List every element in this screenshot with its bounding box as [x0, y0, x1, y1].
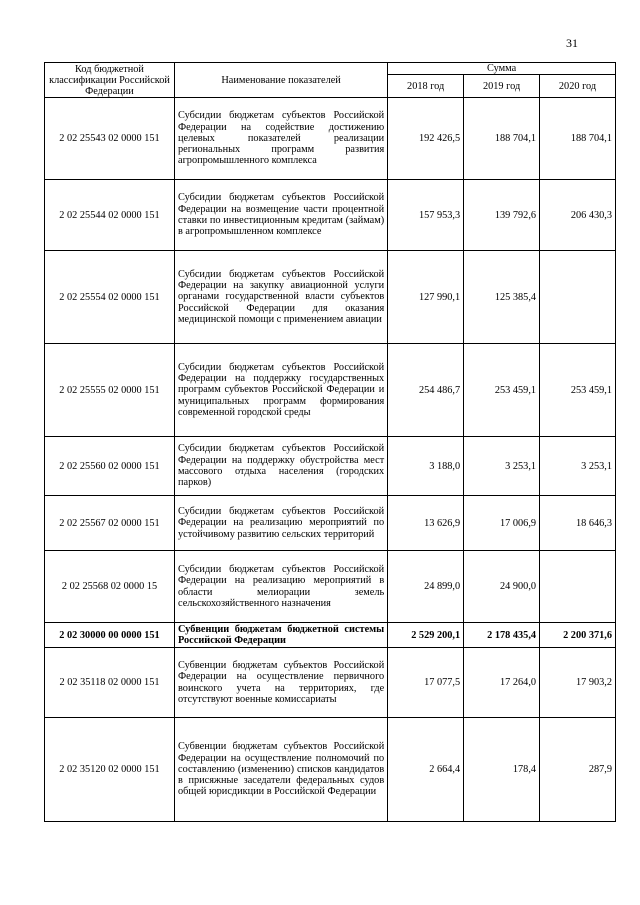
row-value-2020: 2 200 371,6	[540, 623, 616, 648]
row-value-2018: 13 626,9	[388, 496, 464, 551]
row-value-2020: 17 903,2	[540, 648, 616, 718]
table-row	[45, 551, 616, 623]
row-value-2019: 2 178 435,4	[464, 623, 540, 648]
budget-table	[44, 62, 616, 822]
row-value-2020: 18 646,3	[540, 496, 616, 551]
row-value-2019: 125 385,4	[464, 251, 540, 344]
row-value-2020: 253 459,1	[540, 344, 616, 437]
row-name: Субсидии бюджетам субъектов Российской Федерации на содействие достижению целевых показателей реализации региональных программ развития агропромышленного комплекса	[175, 98, 388, 180]
row-code: 2 02 25544 02 0000 151	[45, 180, 175, 251]
row-value-2019: 17 264,0	[464, 648, 540, 718]
row-value-2019: 188 704,1	[464, 98, 540, 180]
row-value-2020: 287,9	[540, 718, 616, 822]
row-code: 2 02 35120 02 0000 151	[45, 718, 175, 822]
row-value-2018: 157 953,3	[388, 180, 464, 251]
row-value-2018: 192 426,5	[388, 98, 464, 180]
row-value-2019: 3 253,1	[464, 437, 540, 496]
table-row	[45, 648, 616, 718]
row-name: Субвенции бюджетам субъектов Российской Федерации на осуществление первичного воинского учета на территориях, где отсутствуют военные комиссариаты	[175, 648, 388, 718]
row-code: 2 02 30000 00 0000 151	[45, 623, 175, 648]
row-name: Субвенции бюджетам бюджетной системы Российской Федерации	[175, 623, 388, 648]
table-row	[45, 344, 616, 437]
row-value-2018: 2 529 200,1	[388, 623, 464, 648]
row-value-2019: 178,4	[464, 718, 540, 822]
row-value-2018: 2 664,4	[388, 718, 464, 822]
row-value-2018: 24 899,0	[388, 551, 464, 623]
row-code: 2 02 25543 02 0000 151	[45, 98, 175, 180]
row-value-2018: 127 990,1	[388, 251, 464, 344]
row-value-2018: 3 188,0	[388, 437, 464, 496]
header-name: Наименование показателей	[175, 63, 388, 98]
header-code: Код бюджетной классификации Российской Федерации	[45, 63, 175, 98]
row-value-2019: 253 459,1	[464, 344, 540, 437]
row-value-2019: 139 792,6	[464, 180, 540, 251]
row-code: 2 02 25568 02 0000 15	[45, 551, 175, 623]
row-code: 2 02 25555 02 0000 151	[45, 344, 175, 437]
row-code: 2 02 25560 02 0000 151	[45, 437, 175, 496]
table-row	[45, 251, 616, 344]
row-code: 2 02 35118 02 0000 151	[45, 648, 175, 718]
table-row	[45, 437, 616, 496]
row-name: Субсидии бюджетам субъектов Российской Федерации на поддержку государственных программ субъектов Российской Федерации и муниципальных программ формирования современной городской среды	[175, 344, 388, 437]
row-name: Субсидии бюджетам субъектов Российской Федерации на реализацию мероприятий в области мелиорации земель сельскохозяйственного назначения	[175, 551, 388, 623]
table-header-row	[45, 63, 616, 75]
table-row	[45, 718, 616, 822]
row-code: 2 02 25567 02 0000 151	[45, 496, 175, 551]
row-value-2020: 3 253,1	[540, 437, 616, 496]
row-value-2020: 206 430,3	[540, 180, 616, 251]
header-2020: 2020 год	[540, 75, 616, 98]
row-value-2019: 24 900,0	[464, 551, 540, 623]
row-name: Субсидии бюджетам субъектов Российской Федерации на реализацию мероприятий по устойчивому развитию сельских территорий	[175, 496, 388, 551]
header-2019: 2019 год	[464, 75, 540, 98]
row-name: Субсидии бюджетам субъектов Российской Федерации на поддержку обустройства мест массового отдыха населения (городских парков)	[175, 437, 388, 496]
row-code: 2 02 25554 02 0000 151	[45, 251, 175, 344]
row-name: Субвенции бюджетам субъектов Российской Федерации на осуществление полномочий по составлению (изменению) списков кандидатов в присяжные заседатели федеральных судов общей юрисдикции в Российской Федерации	[175, 718, 388, 822]
row-value-2020	[540, 551, 616, 623]
row-name: Субсидии бюджетам субъектов Российской Федерации на возмещение части процентной ставки по инвестиционным кредитам (займам) в агропромышленном комплексе	[175, 180, 388, 251]
row-value-2018: 254 486,7	[388, 344, 464, 437]
table-row	[45, 98, 616, 180]
page-number: 31	[566, 36, 578, 50]
header-2018: 2018 год	[388, 75, 464, 98]
table-row-total	[45, 623, 616, 648]
row-value-2020: 188 704,1	[540, 98, 616, 180]
row-value-2020	[540, 251, 616, 344]
row-name: Субсидии бюджетам субъектов Российской Федерации на закупку авиационной услуги органами государственной власти субъектов Российской Федерации для оказания медицинской помощи с применением авиации	[175, 251, 388, 344]
table-row	[45, 180, 616, 251]
row-value-2018: 17 077,5	[388, 648, 464, 718]
row-value-2019: 17 006,9	[464, 496, 540, 551]
header-sum: Сумма	[388, 63, 616, 75]
table-row	[45, 496, 616, 551]
